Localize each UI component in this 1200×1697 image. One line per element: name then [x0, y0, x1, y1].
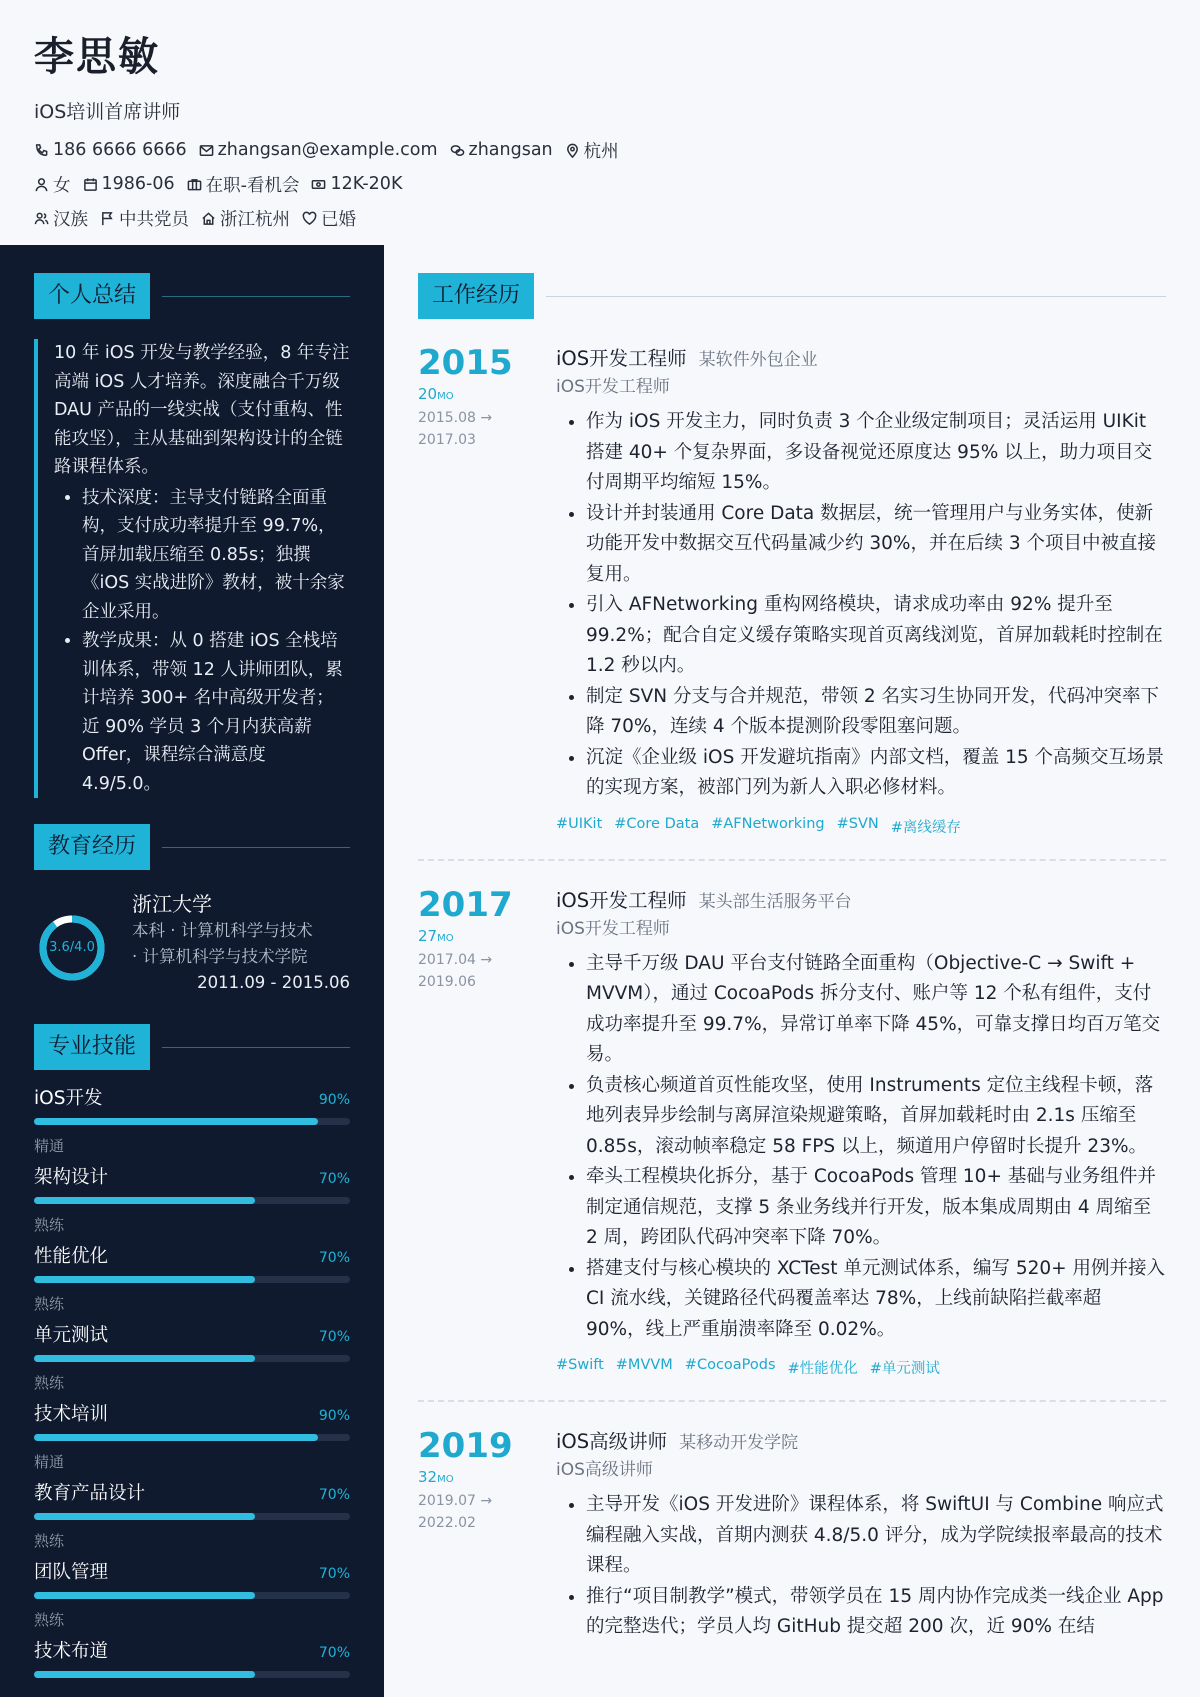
home-icon	[201, 211, 216, 226]
job-timeline	[418, 343, 556, 837]
skill-item	[34, 1400, 350, 1479]
phone-item	[34, 140, 187, 160]
job-range	[418, 1490, 556, 1534]
degree-major: 本科 · 计算机科学与技术	[132, 921, 313, 940]
skill-level: 熟练	[34, 1611, 65, 1629]
status-item	[187, 172, 300, 197]
tag: #MVVM	[615, 1357, 673, 1373]
skill-bar	[34, 1434, 350, 1441]
job-bullets	[556, 407, 1166, 804]
job-bullet: • 作为 iOS 开发主力，同时负责 3 个企业级定制项目；灵活运用 UIKit 搭建 40+ 个复杂界面，多设备视觉还原度达 95% 以上，助力项目交付周期平均缩短 15%。	[586, 407, 1166, 499]
skill-bar	[34, 1513, 350, 1520]
tag: #性能优化	[787, 1361, 858, 1377]
people-icon	[34, 211, 49, 226]
gpa-value: 3.6/4.0	[49, 940, 95, 955]
wechat-text: zhangsan	[468, 140, 553, 160]
phone-icon	[34, 143, 49, 158]
mail-icon	[199, 143, 214, 158]
job-range	[418, 949, 556, 993]
skill-level: 熟练	[34, 1374, 65, 1392]
job-duration	[418, 1468, 556, 1486]
job-bullet: • 牵头工程模块化拆分，基于 CocoaPods 管理 10+ 基础与业务组件并制定通信规范，支撑 5 条业务线并行开发，版本集成周期由 4 周缩至 2 周，跨团队代码冲突率下降 70%。	[586, 1162, 1166, 1254]
location-item	[565, 138, 619, 163]
resume-header	[0, 0, 1200, 245]
money-icon	[311, 177, 326, 192]
skill-percent: 90%	[318, 1408, 350, 1424]
salary-item	[311, 174, 402, 194]
job-bullet: • 引入 AFNetworking 重构网络模块，请求成功率由 92% 提升至 99.2%；配合自定义缓存策略实现首页离线浏览，首屏加载耗时控制在 1.2 秒以内。	[586, 590, 1166, 682]
skill-bar-fill	[34, 1513, 255, 1520]
skill-bar-fill	[34, 1592, 255, 1599]
job-role: iOS开发工程师	[556, 377, 670, 397]
candidate-title: iOS培训首席讲师	[34, 101, 181, 123]
skill-bar-fill	[34, 1671, 255, 1678]
skill-name: 性能优化	[34, 1246, 109, 1267]
wechat-icon	[450, 143, 465, 158]
ethnicity-item	[34, 206, 88, 231]
job-bullet: • 制定 SVN 分支与合并规范，带领 2 名实习生协同开发，代码冲突率下降 70%，连续 4 个版本提测阶段零阻塞问题。	[586, 682, 1166, 743]
skills-title: 专业技能	[34, 1024, 150, 1070]
email-item	[199, 140, 438, 160]
job-timeline	[418, 1426, 556, 1643]
main-content	[418, 245, 1166, 1697]
summary-points	[54, 484, 350, 799]
work-title: 工作经历	[418, 273, 534, 319]
skill-item	[34, 1163, 350, 1242]
job-details	[556, 1426, 1166, 1643]
flag-icon	[100, 211, 115, 226]
salary-text: 12K-20K	[330, 174, 403, 194]
job-year: 2017	[418, 884, 513, 925]
summary-title: 个人总结	[34, 273, 150, 319]
heart-icon	[302, 211, 317, 226]
birth-item	[83, 174, 175, 194]
skill-item	[34, 1479, 350, 1558]
email-text: zhangsan@example.com	[217, 140, 438, 160]
skill-level: 熟练	[34, 1216, 65, 1234]
sidebar	[0, 245, 384, 1697]
job-bullets	[556, 1490, 1166, 1643]
skill-item	[34, 1637, 350, 1697]
birth-text: 1986-06	[101, 174, 175, 194]
job-start: 2015.08 →	[418, 410, 493, 426]
job-tags	[556, 1357, 1166, 1378]
skills-heading	[34, 1024, 350, 1070]
job-months-unit: MO	[437, 932, 454, 944]
skill-percent: 70%	[318, 1645, 350, 1661]
skill-percent: 70%	[318, 1171, 350, 1187]
job-details	[556, 343, 1166, 837]
summary-text: 10 年 iOS 开发与教学经验，8 年专注高端 iOS 人才培养。深度融合千万级 DAU 产品的一线实战（支付重构、性能攻坚），主从基础到架构设计的全链路课程体系。	[54, 343, 350, 477]
skill-bar-fill	[34, 1118, 318, 1125]
skill-level: 精通	[34, 1137, 65, 1155]
hometown-text: 浙江杭州	[220, 209, 290, 230]
summary-block	[34, 339, 350, 798]
job-bullet: • 主导千万级 DAU 平台支付链路全面重构（Objective-C → Swift + MVVM），通过 CocoaPods 拆分支付、账户等 12 个私有组件，支付成功率提升至 99.7%，异常订单率下降 45%，可靠支撑日均百万笔交易。	[586, 949, 1166, 1071]
job-role: iOS高级讲师	[556, 1460, 653, 1480]
skill-percent: 90%	[318, 1092, 350, 1108]
job-start: 2019.07 →	[418, 1493, 493, 1509]
education-info	[132, 890, 350, 990]
tag: #CocoaPods	[684, 1357, 776, 1373]
job-duration	[418, 927, 556, 945]
tag: #AFNetworking	[711, 815, 825, 832]
skill-bar	[34, 1592, 350, 1599]
job-company: 某软件外包企业	[698, 350, 818, 370]
skill-name: iOS开发	[34, 1088, 103, 1109]
skill-bar	[34, 1118, 350, 1125]
job-bullet: • 主导开发《iOS 开发进阶》课程体系，将 SwiftUI 与 Combine 响应式编程融入实战，首期内测获 4.8/5.0 评分，成为学院续报率最高的技术课程。	[586, 1490, 1166, 1582]
skill-name: 教育产品设计	[34, 1483, 146, 1504]
job-company: 某移动开发学院	[679, 1433, 799, 1453]
personal-row	[34, 172, 1166, 196]
section-divider	[162, 296, 350, 297]
contact-row	[34, 138, 1166, 162]
skill-name: 架构设计	[34, 1167, 109, 1188]
education-heading	[34, 824, 350, 870]
job-range	[418, 407, 556, 451]
skill-percent: 70%	[318, 1566, 350, 1582]
party-text: 中共党员	[119, 209, 189, 230]
summary-point: • 教学成果：从 0 搭建 iOS 全栈培训体系，带领 12 人讲师团队，累计培养 300+ 名中高级开发者；近 90% 学员 3 个月内获高薪 Offer，课程综合满意度 4.9/5.0。	[82, 627, 350, 798]
skill-name: 技术布道	[34, 1641, 109, 1662]
job-bullets	[556, 949, 1166, 1346]
skill-level: 熟练	[34, 1295, 65, 1313]
gender-item	[34, 172, 71, 197]
skill-bar	[34, 1671, 350, 1678]
skill-percent: 70%	[318, 1329, 350, 1345]
gender-text: 女	[53, 175, 71, 196]
job-end: 2019.06	[418, 973, 476, 990]
job-end: 2022.02	[418, 1515, 476, 1531]
skill-item	[34, 1558, 350, 1637]
job-duration	[418, 385, 556, 403]
job-details	[556, 885, 1166, 1379]
tag: #Swift	[556, 1357, 604, 1373]
hometown-item	[201, 206, 290, 231]
skill-name: 技术培训	[34, 1404, 109, 1425]
job-year: 2019	[418, 1426, 513, 1466]
background-row	[34, 206, 1166, 230]
job-months-unit: MO	[437, 391, 454, 402]
marital-text: 已婚	[321, 209, 356, 230]
job-bullet: • 推行“项目制教学”模式，带领学员在 15 周内协作完成类一线企业 App 的完整迭代；学员人均 GitHub 提交超 200 次，近 90% 在结	[586, 1582, 1166, 1643]
job-bullet: • 搭建支付与核心模块的 XCTest 单元测试体系，编写 520+ 用例并接入 CI 流水线，关键路径代码覆盖率达 78%，上线前缺陷拦截率超 90%，线上严重崩溃率降至 0.02%。	[586, 1254, 1166, 1346]
skill-bar-fill	[34, 1276, 255, 1283]
job-start: 2017.04 →	[418, 951, 493, 968]
status-text: 在职-看机会	[205, 175, 300, 196]
tag: #离线缓存	[890, 819, 961, 836]
education-title: 教育经历	[34, 824, 150, 870]
job-bullet: • 设计并封装通用 Core Data 数据层，统一管理用户与业务实体，使新功能开发中数据交互代码量减少约 30%，并在后续 3 个项目中被直接复用。	[586, 499, 1166, 591]
skill-name: 单元测试	[34, 1325, 109, 1346]
skill-name: 团队管理	[34, 1562, 109, 1583]
gpa-ring	[38, 914, 106, 982]
location-icon	[565, 143, 580, 158]
education-dates: 2011.09 - 2015.06	[197, 973, 350, 992]
summary-point: • 技术深度：主导支付链路全面重构，支付成功率提升至 99.7%，首屏加载压缩至 0.85s；独撰《iOS 实战进阶》教材，被十余家企业采用。	[82, 484, 350, 627]
job-bullet: • 沉淀《企业级 iOS 开发避坑指南》内部文档，覆盖 15 个高频交互场景的实现方案，被部门列为新人入职必修材料。	[586, 743, 1166, 804]
skill-item	[34, 1321, 350, 1400]
job-tags	[556, 816, 1166, 837]
skill-bar	[34, 1276, 350, 1283]
person-icon	[34, 177, 49, 192]
party-item	[100, 206, 189, 231]
tag: #SVN	[836, 815, 879, 832]
wechat-item	[450, 140, 553, 160]
candidate-name: 李思敏	[34, 34, 160, 80]
skill-bar	[34, 1197, 350, 1204]
work-heading	[418, 273, 1166, 319]
job-entry	[418, 343, 1166, 837]
skill-bar-fill	[34, 1197, 255, 1204]
skills-section	[34, 1024, 350, 1697]
tag: #Core Data	[614, 815, 700, 832]
tag: #单元测试	[869, 1361, 940, 1377]
skill-bar-fill	[34, 1355, 255, 1362]
job-divider	[418, 1400, 1166, 1402]
job-months: 20	[418, 385, 438, 403]
skill-item	[34, 1084, 350, 1163]
job-title: iOS开发工程师	[556, 347, 687, 370]
school-name: 浙江大学	[132, 892, 212, 916]
skill-bar	[34, 1355, 350, 1362]
job-entry	[418, 1426, 1166, 1643]
summary-heading	[34, 273, 350, 319]
skill-percent: 70%	[318, 1250, 350, 1266]
skill-level: 熟练	[34, 1532, 65, 1550]
job-role: iOS开发工程师	[556, 918, 670, 939]
calendar-icon	[83, 177, 98, 192]
job-timeline	[418, 885, 556, 1379]
section-divider	[162, 847, 350, 848]
education-entry	[34, 890, 350, 990]
marital-item	[302, 206, 356, 231]
job-title: iOS高级讲师	[556, 1430, 668, 1453]
education-section	[34, 824, 350, 990]
job-bullet: • 负责核心频道首页性能攻坚，使用 Instruments 定位主线程卡顿，落地列表异步绘制与离屏渲染规避策略，首屏加载耗时由 2.1s 压缩至 0.85s，滚动帧率稳定 58 FPS 以上，频道用户停留时长提升 23%。	[586, 1071, 1166, 1163]
briefcase-icon	[187, 177, 202, 192]
job-year: 2015	[418, 343, 513, 383]
phone-text: 186 6666 6666	[53, 140, 187, 160]
location-text: 杭州	[583, 141, 619, 162]
section-divider	[546, 296, 1166, 297]
job-months: 32	[418, 1468, 438, 1486]
job-title: iOS开发工程师	[556, 888, 687, 912]
college-name: · 计算机科学与技术学院	[132, 947, 308, 966]
skill-list	[34, 1084, 350, 1697]
skill-item	[34, 1242, 350, 1321]
skill-percent: 70%	[318, 1487, 350, 1503]
tag: #UIKit	[556, 815, 603, 832]
skill-level: 精通	[34, 1453, 65, 1471]
job-months: 27	[418, 926, 438, 945]
job-end: 2017.03	[418, 432, 476, 448]
job-company: 某头部生活服务平台	[698, 891, 852, 912]
section-divider	[162, 1047, 350, 1048]
job-entry	[418, 885, 1166, 1379]
skill-bar-fill	[34, 1434, 318, 1441]
job-divider	[418, 859, 1166, 861]
ethnicity-text: 汉族	[53, 209, 88, 230]
job-months-unit: MO	[437, 1474, 454, 1485]
